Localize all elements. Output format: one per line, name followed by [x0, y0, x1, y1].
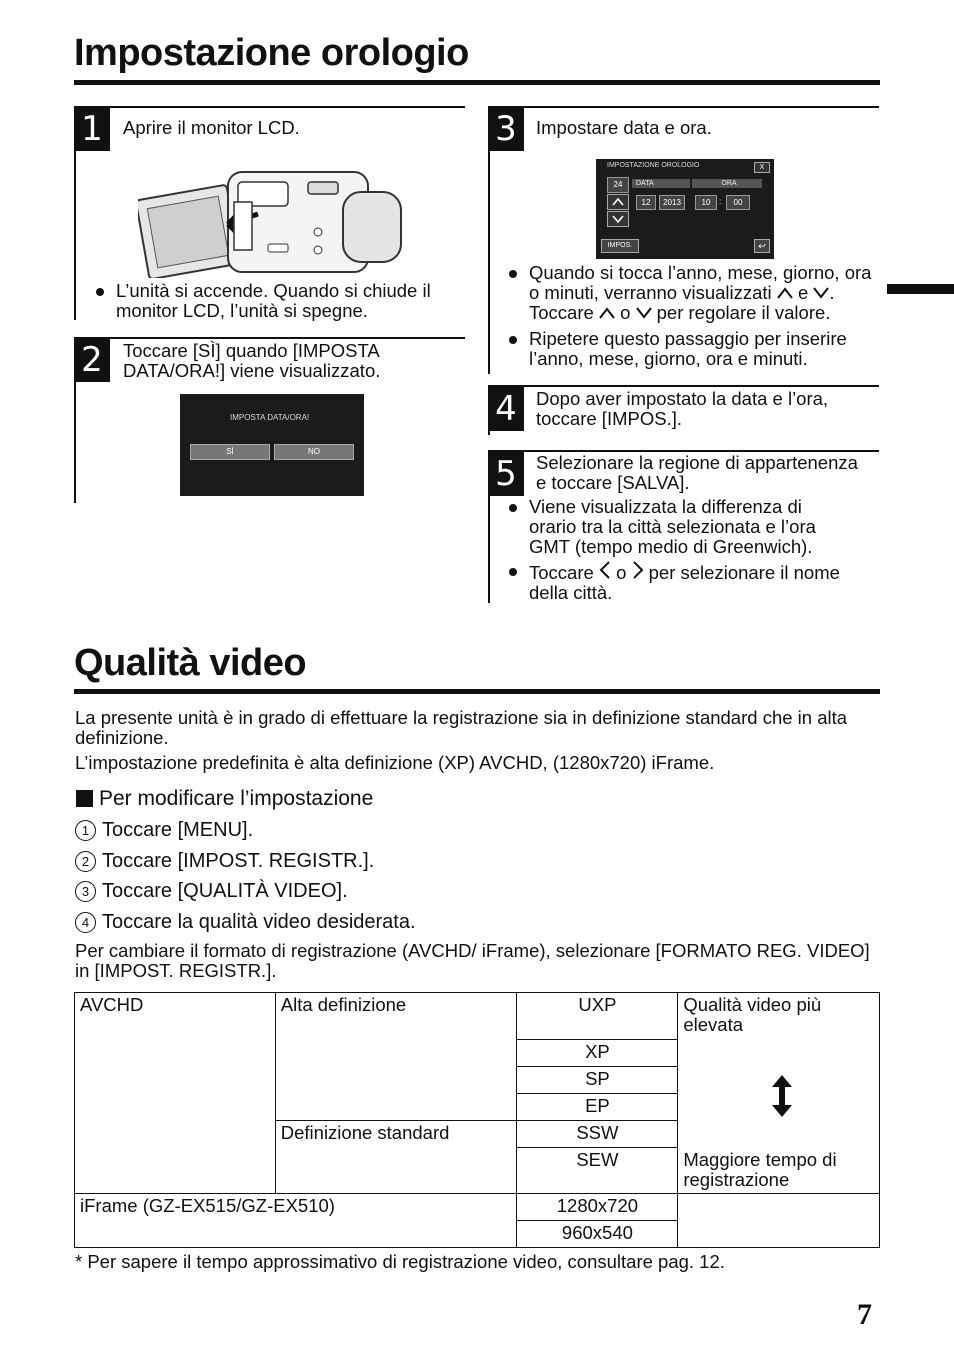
month-field[interactable]: 12 [636, 195, 656, 210]
step-5-bullet-2-part1: Toccare [529, 562, 594, 583]
step-5-bullet-2-or: o [616, 562, 627, 583]
procedure-step-3-text: Toccare [QUALITÀ VIDEO]. [102, 880, 348, 902]
step-3-text: Impostare data e ora. [536, 117, 712, 138]
cell-960x540: 960x540 [517, 1221, 678, 1248]
clock-screen-title: IMPOSTAZIONE OROLOGIO [607, 162, 700, 169]
intro-paragraph-2: L’impostazione predefinita è alta definizione (XP) AVCHD, (1280x720) iFrame. [75, 752, 715, 773]
time-label: ORA [692, 179, 762, 188]
step-4-number: 4 [488, 387, 524, 431]
intro-paragraph-1: La presente unità è in grado di effettuare la registrazione sia in definizione standard che in alta definizione. [75, 707, 848, 748]
step-3-bullet-1-part3: per regolare il valore. [656, 302, 831, 323]
section-title-video-quality: Qualità video [74, 642, 307, 684]
cell-standard-definition: Definizione standard [275, 1121, 517, 1194]
step-3-bullet-1-part1: Quando si tocca l’anno, mese, giorno, ora o minuti, verranno visualizzati [529, 262, 872, 303]
minute-field[interactable]: 00 [726, 195, 750, 210]
bullet-dot [509, 270, 517, 278]
camcorder-illustration [138, 152, 406, 278]
procedure-step-4 [75, 911, 416, 933]
cell-sp: SP [517, 1067, 678, 1094]
up-arrow-button[interactable] [607, 194, 629, 210]
time-colon: : [719, 197, 722, 206]
step-5-left-line [488, 450, 490, 603]
day-field[interactable]: 24 [607, 177, 629, 193]
procedure-step-2 [75, 850, 374, 872]
subheading-text: Per modificare l’impostazione [99, 787, 374, 810]
yes-button[interactable]: SÌ [190, 444, 270, 460]
cell-avchd: AVCHD [75, 993, 276, 1194]
subheading [76, 787, 373, 811]
step-3-bullet-2-text: Ripetere questo passaggio per inserire l’anno, mese, giorno, ora e minuti. [529, 328, 847, 369]
bullet-dot [509, 568, 517, 576]
procedure-step-1-text: Toccare [MENU]. [102, 819, 254, 841]
set-date-time-screen [180, 394, 364, 496]
step-1-text: Aprire il monitor LCD. [123, 117, 300, 138]
circled-number-icon: 1 [75, 820, 96, 841]
circled-number-icon: 2 [75, 851, 96, 872]
page-number: 7 [857, 1298, 872, 1331]
step-3-bullet-1-or: o [620, 302, 631, 323]
step-3-number: 3 [488, 107, 524, 151]
step-3-bullet-1-text [509, 263, 881, 323]
procedure-step-3 [75, 880, 348, 902]
chevron-up-icon [612, 197, 624, 207]
top-quality-label: Qualità video più elevata [683, 994, 822, 1035]
side-tab-mark [887, 284, 954, 294]
title-rule [74, 80, 880, 85]
cell-ep: EP [517, 1094, 678, 1121]
step-3-bullet-1 [509, 263, 881, 323]
step-2-rule [74, 337, 465, 339]
chevron-right-icon [632, 561, 644, 579]
clock-setting-screen [596, 159, 774, 259]
procedure-step-2-text: Toccare [IMPOST. REGISTR.]. [102, 850, 375, 872]
step-4-left-line [488, 385, 490, 435]
circled-number-icon: 3 [75, 881, 96, 902]
double-arrow-icon [771, 1075, 793, 1117]
square-bullet-icon [76, 790, 93, 807]
step-2-text: Toccare [SÌ] quando [IMPOSTA DATA/ORA!] viene visualizzato. [123, 340, 381, 381]
chevron-down-icon [612, 214, 624, 224]
bullet-dot [509, 504, 517, 512]
step-5-bullet-2 [509, 561, 881, 603]
step-5-bullet-1-text: Viene visualizzata la differenza di orario tra la città selezionata e l’ora GMT (tempo medio di Greenwich). [529, 496, 816, 557]
cell-high-definition: Alta definizione [275, 993, 517, 1121]
cell-ssw: SSW [517, 1121, 678, 1148]
screen-title: IMPOSTA DATA/ORA! [230, 413, 310, 422]
step-5-bullet-2-part2: per selezionare il nome della città. [529, 562, 840, 603]
cell-iframe: iFrame (GZ-EX515/GZ-EX510) [75, 1194, 517, 1248]
step-4-text: Dopo aver impostato la data e l’ora, toccare [IMPOS.]. [536, 388, 829, 429]
step-1-bullet-text: L’unità si accende. Quando si chiude il monitor LCD, l’unità si spegne. [116, 280, 431, 321]
chevron-up-icon [599, 307, 615, 319]
set-button[interactable]: IMPOS. [601, 239, 639, 253]
step-3-bullet-2 [509, 329, 881, 369]
date-label: DATA [632, 179, 690, 188]
step-1-number: 1 [74, 107, 110, 151]
chevron-down-icon [636, 307, 652, 319]
bullet-dot [509, 336, 517, 344]
bullet-dot [96, 288, 104, 296]
down-arrow-button[interactable] [607, 211, 629, 227]
no-button[interactable]: NO [274, 444, 354, 460]
step-5-bullet-1 [509, 497, 881, 557]
bottom-time-label: Maggiore tempo di registrazione [683, 1149, 837, 1190]
hour-field[interactable]: 10 [695, 195, 717, 210]
step-5-text: Selezionare la regione di appartenenza e toccare [SALVA]. [536, 452, 858, 493]
step-3-rule [488, 106, 879, 108]
chevron-down-icon [813, 287, 829, 299]
cell-empty [678, 1194, 880, 1248]
step-3-bullet-1-part2: . Toccare [529, 282, 835, 323]
step-3-bullet-1-and: e [797, 282, 809, 303]
title-rule [74, 689, 880, 694]
footnote: * Per sapere il tempo approssimativo di registrazione video, consultare pag. 12. [75, 1251, 725, 1272]
procedure-step-1 [75, 819, 253, 841]
chevron-left-icon [599, 561, 611, 579]
year-field[interactable]: 2013 [659, 195, 685, 210]
cell-uxp: UXP [517, 993, 678, 1040]
step-1-bullet [96, 281, 468, 321]
cell-1280x720: 1280x720 [517, 1194, 678, 1221]
section-title-clock: Impostazione orologio [74, 32, 469, 74]
step-1-rule [74, 106, 465, 108]
cell-xp: XP [517, 1040, 678, 1067]
procedure-step-4-text: Toccare la qualità video desiderata. [102, 911, 416, 933]
circled-number-icon: 4 [75, 912, 96, 933]
step-5-number: 5 [488, 452, 524, 496]
chevron-up-icon [777, 287, 793, 299]
close-icon[interactable]: X [754, 162, 770, 173]
format-note: Per cambiare il formato di registrazione (AVCHD/ iFrame), selezionare [FORMATO REG. VIDEO] in [IMPOST. REGISTR.]. [75, 940, 870, 981]
cell-sew: SEW [517, 1148, 678, 1194]
step-2-number: 2 [74, 338, 110, 382]
step-4-rule [488, 385, 879, 387]
step-5-bullet-2-text [509, 561, 881, 603]
cell-quality-range [678, 993, 880, 1194]
video-quality-table [74, 992, 880, 1248]
back-icon[interactable]: ↩ [754, 239, 770, 253]
